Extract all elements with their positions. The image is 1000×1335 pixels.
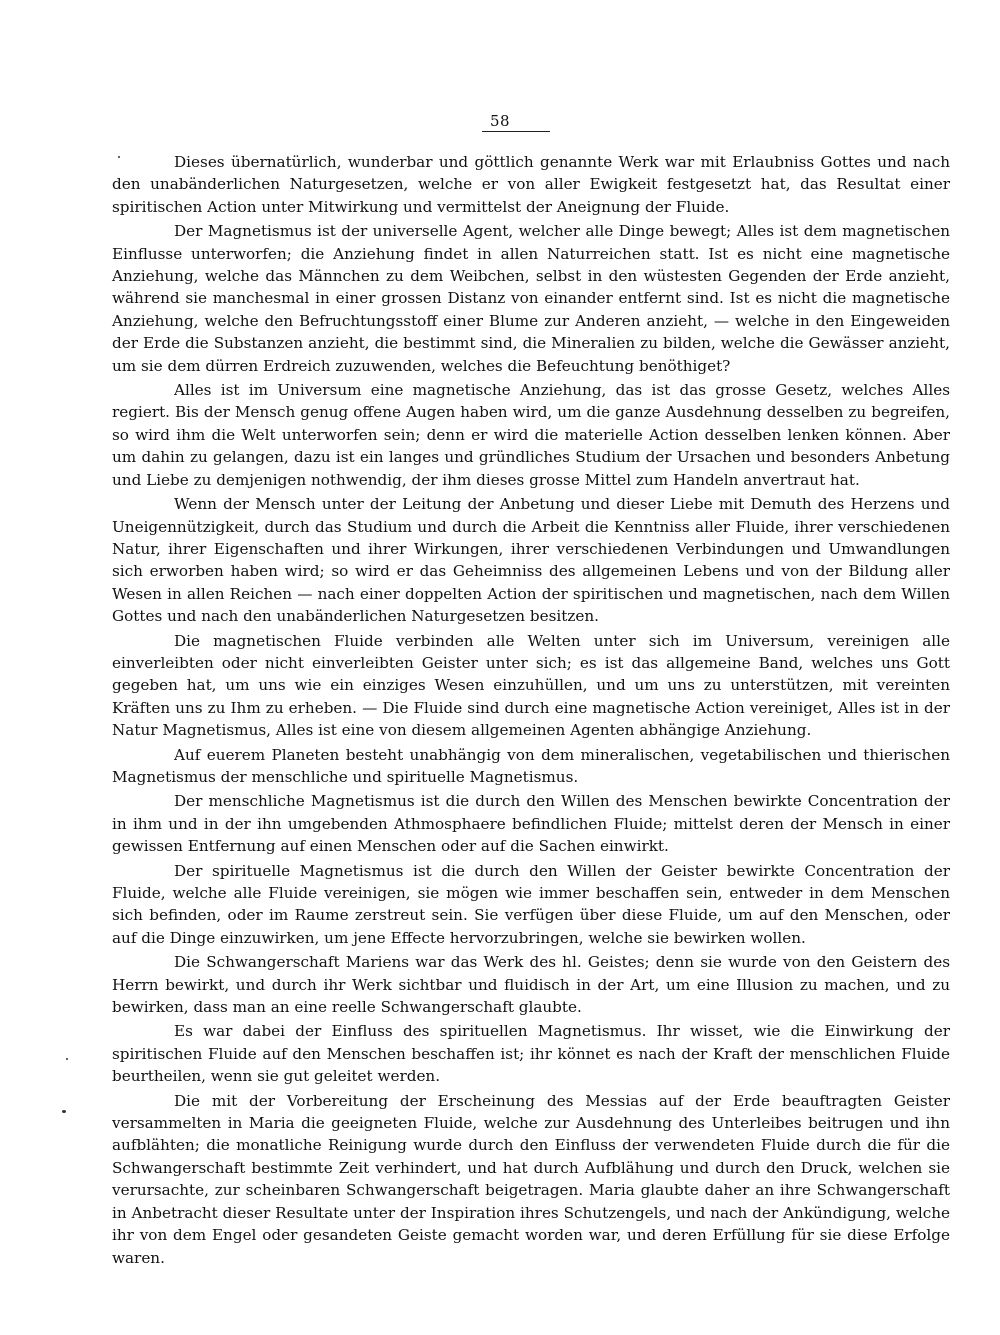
paragraph: Die magnetischen Fluide verbinden alle Welten unter sich im Universum, vereinigen alle einverleibten oder nicht einverleibten Geister unter sich; es ist das allgemeine Band, welches uns Gott gegeben hat, um uns wie ein einziges Wesen einzuhüllen, und um uns zu unterstützen, mit vereinten Kräften uns zu Ihm zu erheben. — Die Fluide sind durch eine magnetische Action vereiniget, Alles ist in der Natur Magnetismus, Alles ist eine von diesem allgemeinen Agenten abhängige Anziehung. <box>112 631 950 740</box>
page-number-rule <box>482 131 550 132</box>
body-text <box>112 151 950 1271</box>
paragraph: Dieses übernatürlich, wunderbar und göttlich genannte Werk war mit Erlaubniss Gottes und nach den unabänderlichen Naturgesetzen, welche er von aller Ewigkeit festgesetzt hat, das Resultat einer spiritischen Action unter Mitwirkung und vermittelst der Aneignung der Fluide. <box>112 153 950 216</box>
paragraph: Auf euerem Planeten besteht unabhängig von dem mineralischen, vegetabilischen und thierischen Magnetismus der menschliche und spirituelle Magnetismus. <box>112 745 950 786</box>
paragraph: Der spirituelle Magnetismus ist die durch den Willen der Geister bewirkte Concentration der Fluide, welche alle Fluide vereinigen, sie mögen wie immer beschaffen sein, entweder in dem Menschen sich befinden, oder im Raume zerstreut sein. Sie verfügen über diese Fluide, um auf den Menschen, oder auf die Dinge einzuwirken, um jene Effecte hervorzubringen, welche sie bewirken wollen. <box>112 861 950 947</box>
paragraph: Der Magnetismus ist der universelle Agent, welcher alle Dinge bewegt; Alles ist dem magnetischen Einflusse unterworfen; die Anziehung findet in allen Naturreichen statt. Ist es nicht eine magnetische Anziehung, welche das Männchen zu dem Weibchen, selbst in den wüstesten Gegenden der Erde anzieht, während sie manchesmal in einer grossen Distanz von einander entfernt sind. Ist es nicht die magnetische Anziehung, welche den Befruchtungsstoff einer Blume zur Anderen anzieht, — welche in den Eingeweiden der Erde die Substanzen anzieht, die bestimmt sind, die Mineralien zu bilden, welche die Gewässer anzieht, um sie dem dürren Erdreich zuzuwenden, welches die Befeuchtung benöthiget? <box>112 222 950 375</box>
page-number: 58 <box>489 112 511 130</box>
paragraph: Wenn der Mensch unter der Leitung der Anbetung und dieser Liebe mit Demuth des Herzens und Uneigennützigkeit, durch das Studium und durch die Arbeit die Kenntniss aller Fluide, ihrer verschiedenen Natur, ihrer Eigenschaften und ihrer Wirkungen, ihrer verschiedenen Verbindungen und Umwandlungen sich erworben haben wird; so wird er das Geheimniss des allgemeinen Lebens und von der Bildung aller Wesen in allen Reichen — nach einer doppelten Action der spiritischen und magnetischen, nach dem Willen Gottes und nach den unabänderlichen Naturgesetzen besitzen. <box>112 495 950 626</box>
paragraph: Alles ist im Universum eine magnetische Anziehung, das ist das grosse Gesetz, welches Alles regiert. Bis der Mensch genug offene Augen haben wird, um die ganze Ausdehnung desselben zu begreifen, so wird ihm die Welt unterworfen sein; denn er wird die materielle Action desselben lenken können. Aber um dahin zu gelangen, dazu ist ein langes und gründliches Studium der Ursachen und besonders Anbetung und Liebe zu demjenigen nothwendig, der ihm dieses grosse Mittel zum Handeln anvertraut hat. <box>112 381 950 489</box>
scan-speck <box>118 156 120 158</box>
paragraph: Die mit der Vorbereitung der Erscheinung des Messias auf der Erde beauftragten Geister versammelten in Maria die geeigneten Fluide, welche zur Ausdehnung des Unterleibes beitrugen und ihn aufblähten; die monatliche Reinigung wurde durch den Einfluss der verwendeten Fluide durch die für die Schwangerschaft bestimmte Zeit verhindert, und hat durch Aufblähung und durch den Druck, welchen sie verursachte, zur scheinbaren Schwangerschaft beigetragen. Maria glaubte daher an ihre Schwangerschaft in Anbetracht dieser Resultate unter der Inspiration ihres Schutzengels, und nach der Ankündigung, welche ihr von dem Engel oder gesandeten Geiste gemacht worden war, und deren Erfüllung für sie diese Erfolge waren. <box>112 1091 950 1267</box>
paragraph: Die Schwangerschaft Mariens war das Werk des hl. Geistes; denn sie wurde von den Geistern des Herrn bewirkt, und durch ihr Werk sichtbar und fluidisch in der Art, um eine Illusion zu machen, und zu bewirken, dass man an eine reelle Schwangerschaft glaubte. <box>112 953 950 1017</box>
scan-speck <box>66 1058 68 1060</box>
paragraph: Es war dabei der Einfluss des spirituellen Magnetismus. Ihr wisset, wie die Einwirkung der spiritischen Fluide auf den Menschen beschaffen ist; ihr könnet es nach der Kraft der menschlichen Fluide beurtheilen, wenn sie gut geleitet werden. <box>112 1022 950 1086</box>
paragraph: Der menschliche Magnetismus ist die durch den Willen des Menschen bewirkte Concentration der in ihm und in der ihn umgebenden Athmosphaere befindlichen Fluide; mittelst deren der Mensch in einer gewissen Entfernung auf einen Menschen oder auf die Sachen einwirkt. <box>112 792 950 856</box>
scan-speck <box>62 1110 66 1113</box>
